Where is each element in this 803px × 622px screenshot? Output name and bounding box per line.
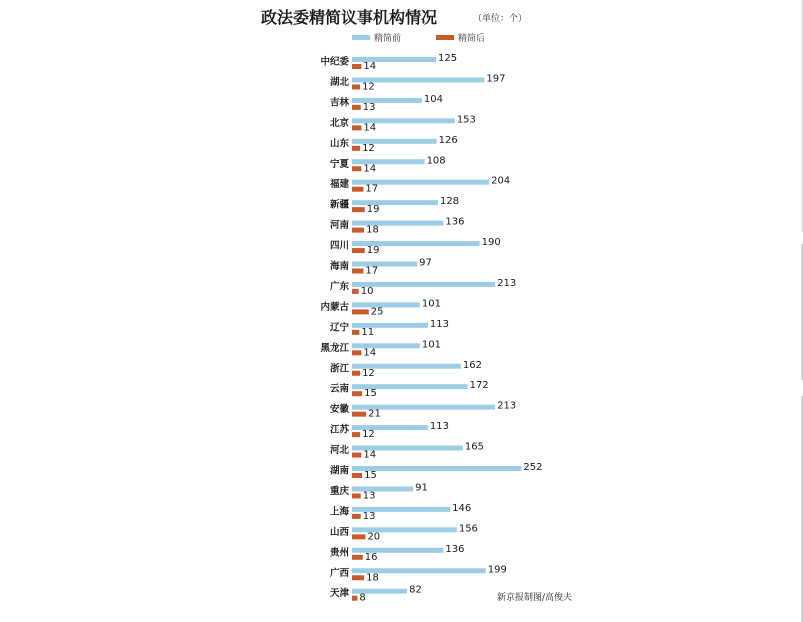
category-label: 黑龙江 bbox=[320, 342, 349, 354]
value-label-before: 156 bbox=[458, 523, 478, 535]
category-label: 云南 bbox=[329, 383, 349, 395]
category-label: 北京 bbox=[329, 117, 349, 129]
category-label: 广西 bbox=[329, 567, 349, 579]
value-label-before: 172 bbox=[469, 380, 489, 392]
value-label-before: 204 bbox=[491, 175, 511, 187]
value-label-before: 113 bbox=[429, 318, 450, 330]
bar-after bbox=[352, 371, 360, 376]
bar-before bbox=[352, 200, 438, 205]
value-label-before: 126 bbox=[438, 134, 458, 146]
category-label: 天津 bbox=[329, 588, 349, 600]
value-label-before: 101 bbox=[421, 298, 441, 310]
value-label-after: 14 bbox=[363, 163, 377, 175]
legend-swatch-before bbox=[352, 35, 370, 40]
bar-before bbox=[352, 466, 521, 471]
value-label-after: 15 bbox=[364, 388, 377, 400]
bar-after bbox=[352, 207, 365, 212]
value-label-after: 18 bbox=[366, 572, 379, 584]
bar-after bbox=[352, 432, 360, 437]
bar-after bbox=[352, 350, 361, 355]
chart-title: 政法委精简议事机构情况 bbox=[260, 8, 437, 27]
bar-after bbox=[352, 493, 361, 498]
category-label: 宁夏 bbox=[329, 158, 349, 170]
value-label-before: 162 bbox=[462, 359, 482, 371]
value-label-after: 25 bbox=[370, 306, 384, 318]
value-label-after: 11 bbox=[361, 326, 375, 338]
bar-after bbox=[352, 105, 361, 110]
bar-before bbox=[352, 302, 420, 307]
bar-after bbox=[352, 289, 359, 294]
value-label-before: 136 bbox=[445, 216, 465, 228]
category-label: 安徽 bbox=[329, 404, 349, 416]
value-label-after: 12 bbox=[362, 142, 375, 154]
value-label-after: 12 bbox=[362, 367, 375, 379]
value-label-before: 190 bbox=[481, 237, 501, 249]
bar-after bbox=[352, 64, 361, 69]
category-label: 广东 bbox=[329, 281, 349, 293]
bar-after bbox=[352, 575, 364, 580]
bar-after bbox=[352, 248, 365, 253]
value-label-after: 17 bbox=[365, 183, 379, 195]
value-label-before: 113 bbox=[429, 421, 450, 433]
bar-after bbox=[352, 146, 360, 151]
bar-after bbox=[352, 166, 361, 171]
bar-before bbox=[352, 282, 495, 287]
category-label: 湖北 bbox=[329, 76, 349, 88]
category-label: 内蒙古 bbox=[320, 301, 349, 313]
value-label-after: 13 bbox=[362, 101, 376, 113]
category-label: 吉林 bbox=[329, 97, 349, 109]
category-label: 贵州 bbox=[329, 547, 349, 559]
bar-after bbox=[352, 534, 365, 539]
bar-after bbox=[352, 309, 369, 314]
legend-label-after: 精简后 bbox=[458, 34, 486, 44]
category-label: 湖南 bbox=[329, 465, 349, 477]
value-label-before: 199 bbox=[487, 564, 507, 576]
category-label: 上海 bbox=[329, 506, 349, 518]
value-label-before: 213 bbox=[497, 400, 517, 412]
value-label-after: 13 bbox=[362, 510, 376, 522]
category-label: 海南 bbox=[329, 261, 349, 272]
value-label-after: 17 bbox=[365, 265, 379, 277]
bar-after bbox=[352, 555, 363, 560]
value-label-after: 12 bbox=[362, 81, 375, 93]
value-label-before: 165 bbox=[464, 441, 484, 453]
bar-after bbox=[352, 412, 366, 417]
category-label: 辽宁 bbox=[329, 322, 349, 334]
bar-before bbox=[352, 343, 420, 348]
bar-after bbox=[352, 84, 360, 89]
legend bbox=[352, 32, 485, 44]
bar-before bbox=[352, 486, 413, 491]
bar-after bbox=[352, 330, 359, 335]
bar-after bbox=[352, 391, 362, 396]
value-label-before: 125 bbox=[438, 53, 458, 64]
value-label-after: 16 bbox=[364, 551, 378, 563]
bar-after bbox=[352, 125, 361, 130]
value-label-before: 128 bbox=[440, 196, 460, 208]
bars-layer bbox=[320, 53, 542, 604]
category-label: 江苏 bbox=[329, 424, 349, 436]
bar-after bbox=[352, 453, 361, 458]
value-label-before: 108 bbox=[426, 155, 446, 167]
value-label-after: 19 bbox=[366, 245, 380, 257]
bar-after bbox=[352, 514, 361, 519]
value-label-before: 91 bbox=[415, 482, 428, 494]
bar-after bbox=[352, 187, 363, 192]
category-label: 新疆 bbox=[329, 199, 349, 211]
category-label: 河南 bbox=[329, 220, 349, 232]
chart-credit: 新京报制图/高俊夫 bbox=[497, 593, 573, 603]
value-label-after: 20 bbox=[367, 531, 381, 543]
value-label-before: 101 bbox=[421, 339, 441, 351]
category-label: 重庆 bbox=[329, 485, 349, 497]
value-label-before: 104 bbox=[423, 93, 443, 105]
bar-after bbox=[352, 596, 357, 601]
value-label-before: 197 bbox=[486, 73, 506, 85]
category-label: 河北 bbox=[329, 445, 349, 457]
value-label-before: 153 bbox=[456, 114, 476, 126]
value-label-before: 252 bbox=[523, 462, 543, 473]
bar-after bbox=[352, 228, 364, 233]
value-label-after: 14 bbox=[363, 122, 377, 134]
value-label-after: 12 bbox=[362, 429, 375, 441]
value-label-before: 146 bbox=[452, 502, 472, 514]
value-label-after: 14 bbox=[363, 61, 377, 72]
category-label: 山东 bbox=[329, 138, 349, 150]
value-label-after: 19 bbox=[366, 204, 380, 216]
category-label: 浙江 bbox=[329, 363, 349, 375]
value-label-before: 136 bbox=[445, 543, 465, 555]
legend-swatch-after bbox=[436, 35, 454, 40]
value-label-after: 8 bbox=[359, 592, 366, 604]
value-label-after: 13 bbox=[362, 490, 376, 502]
value-label-after: 14 bbox=[363, 347, 377, 359]
value-label-before: 82 bbox=[409, 584, 422, 596]
value-label-before: 97 bbox=[419, 257, 432, 269]
chart-unit-note: （单位：个） bbox=[472, 14, 528, 24]
value-label-after: 14 bbox=[363, 449, 377, 461]
bar-after bbox=[352, 473, 362, 478]
category-label: 福建 bbox=[329, 179, 349, 191]
category-label: 中纪委 bbox=[320, 56, 349, 68]
value-label-before: 213 bbox=[497, 277, 517, 289]
value-label-after: 21 bbox=[368, 408, 381, 420]
category-label: 山西 bbox=[329, 526, 349, 538]
value-label-after: 18 bbox=[366, 224, 379, 236]
category-label: 四川 bbox=[329, 240, 349, 252]
bar-before bbox=[352, 262, 417, 267]
bar-after bbox=[352, 269, 363, 274]
value-label-after: 10 bbox=[360, 285, 374, 297]
value-label-after: 15 bbox=[364, 470, 377, 481]
legend-label-before: 精简前 bbox=[374, 34, 402, 44]
